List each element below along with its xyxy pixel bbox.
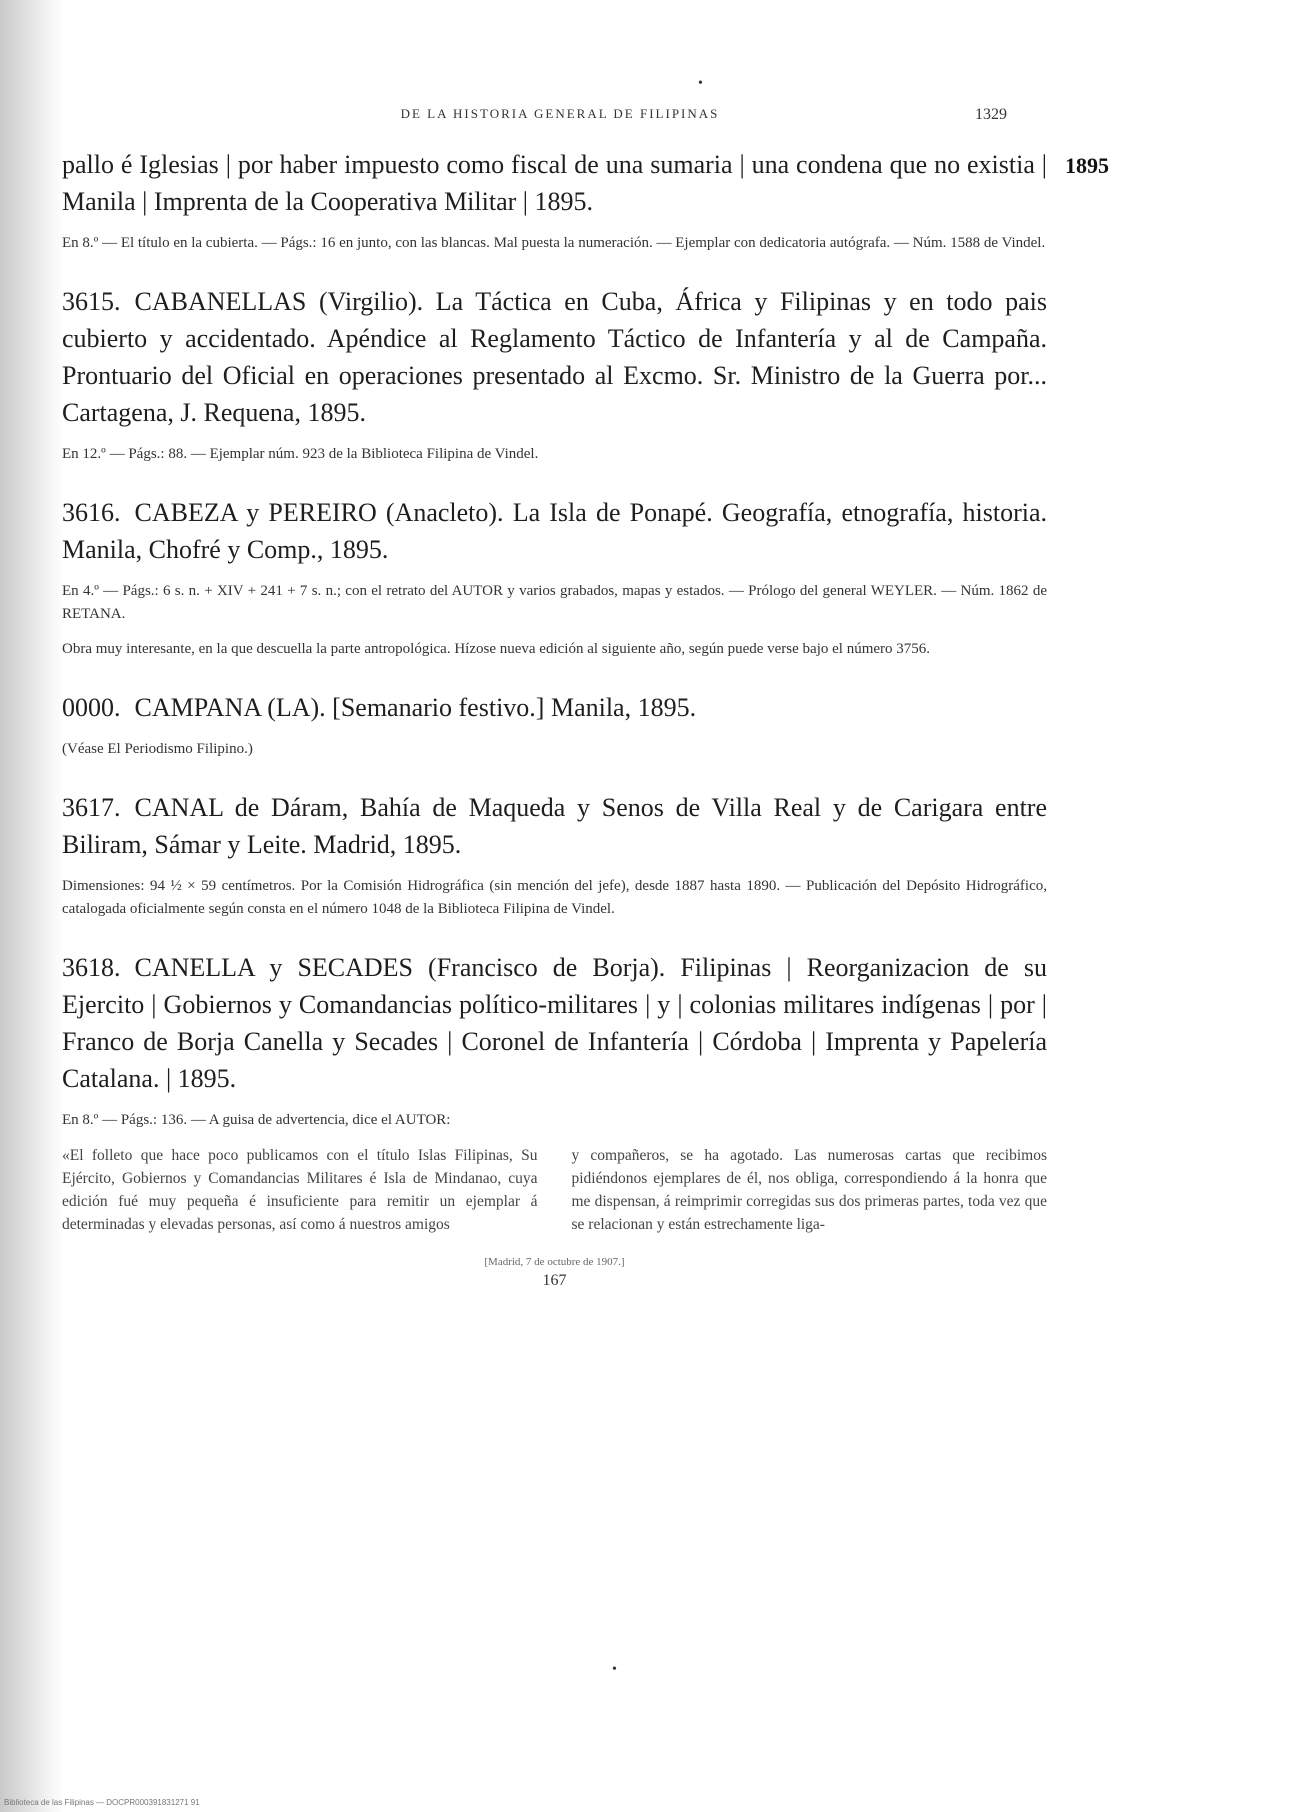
speck: • xyxy=(698,76,703,91)
entry-3616 xyxy=(62,494,1047,661)
entry-3617 xyxy=(62,789,1047,921)
continuation-note: En 8.º — El título en la cubierta. — Págs.: 16 en junto, con las blancas. Mal puesta la numeración. — Ejemplar con dedicatoria autógrafa. — Núm. 1588 de Vindel. xyxy=(62,235,1046,251)
entry-note: En 12.º — Págs.: 88. — Ejemplar núm. 923 de la Biblioteca Filipina de Vindel. xyxy=(62,446,539,462)
entry-text: CAMPANA (LA). [Semanario festivo.] Manila, 1895. xyxy=(134,693,697,722)
entry-number: 3615. xyxy=(62,287,121,316)
entry-text: CABEZA y PEREIRO (Anacleto). La Isla de Ponapé. Geografía, etnografía, historia. Manila, Chofré y Comp., 1895. xyxy=(62,498,1047,564)
scan-watermark: Biblioteca de las Filipinas — DOCPR000391831271 91 xyxy=(4,1798,200,1807)
entry-note: En 8.º — Págs.: 136. — A guisa de advertencia, dice el AUTOR: xyxy=(62,1112,451,1128)
entry-number: 0000. xyxy=(62,693,121,722)
speck: • xyxy=(612,1662,617,1677)
quote-column-left: «El folleto que hace poco publicamos con el título Islas Filipinas, Su Ejército, Gobiernos y Comandancias Militares é Isla de Mindanao, cuya edición fué muy pequeña é insuficiente para remitir un ejemplar á determinadas y elevadas personas, así como á nuestros amigos xyxy=(62,1147,538,1233)
entry-3618 xyxy=(62,949,1047,1236)
margin-year: 1895 xyxy=(1065,153,1109,178)
running-title: DE LA HISTORIA GENERAL DE FILIPINAS xyxy=(400,106,720,121)
quote-column-right: y compañeros, se ha agotado. Las numerosas cartas que recibimos pidiéndonos ejemplares de él, nos obliga, correspondiendo á la honra que me dispensan, á reimprimir corregidas sus dos primeras partes, toda vez que se relacionan y están estrechamente liga- xyxy=(571,1147,1047,1233)
entry-note: (Véase El Periodismo Filipino.) xyxy=(62,741,253,757)
page-body xyxy=(62,146,1047,1290)
entry-text: CABANELLAS (Virgilio). La Táctica en Cuba, África y Filipinas y en todo pais cubierto y accidentado. Apéndice al Reglamento Táctico de Infantería y al de Campaña. Prontuario del Oficial en operaciones presentado al Excmo. Sr. Ministro de la Guerra por... Cartagena, J. Requena, 1895. xyxy=(62,287,1047,427)
entry-number: 3617. xyxy=(62,793,121,822)
entry-number: 3618. xyxy=(62,953,121,982)
footer-date: [Madrid, 7 de octubre de 1907.] xyxy=(484,1256,625,1268)
entry-3615 xyxy=(62,283,1047,466)
entry-note: En 4.º — Págs.: 6 s. n. + XIV + 241 + 7 s. n.; con el retrato del AUTOR y varios grabados, mapas y estados. — Prólogo del general WEYLER. — Núm. 1862 de RETANA. xyxy=(62,583,1047,622)
entry-0000 xyxy=(62,689,1047,761)
signature-number: 167 xyxy=(542,1272,567,1289)
entry-comment: Obra muy interesante, en la que descuella la parte antropológica. Hízose nueva edición al siguiente año, según puede verse bajo el número 3756. xyxy=(62,641,931,657)
scan-shadow xyxy=(0,0,64,1812)
entry-number: 3616. xyxy=(62,498,121,527)
quote-columns xyxy=(62,1144,1047,1236)
continuation-text: pallo é Iglesias | por haber impuesto como fiscal de una sumaria | una condena que no existia | Manila | Imprenta de la Cooperativa Militar | 1895. xyxy=(62,150,1047,216)
entry-note: Dimensiones: 94 ½ × 59 centímetros. Por la Comisión Hidrográfica (sin mención del jefe), desde 1887 hasta 1890. — Publicación del Depósito Hidrográfico, catalogada oficialmente según consta en el número 1048 de la Biblioteca Filipina de Vindel. xyxy=(62,878,1047,917)
entry-text: CANAL de Dáram, Bahía de Maqueda y Senos de Villa Real y de Carigara entre Biliram, Sámar y Leite. Madrid, 1895. xyxy=(62,793,1047,859)
entry-text: CANELLA y SECADES (Francisco de Borja). Filipinas | Reorganizacion de su Ejercito | Gobiernos y Comandancias político-militares | y | colonias militares indígenas | por | Franco de Borja Canella y Secades | Coronel de Infantería | Córdoba | Imprenta y Papelería Catalana. | 1895. xyxy=(62,953,1047,1093)
page-number: 1329 xyxy=(975,106,1007,123)
